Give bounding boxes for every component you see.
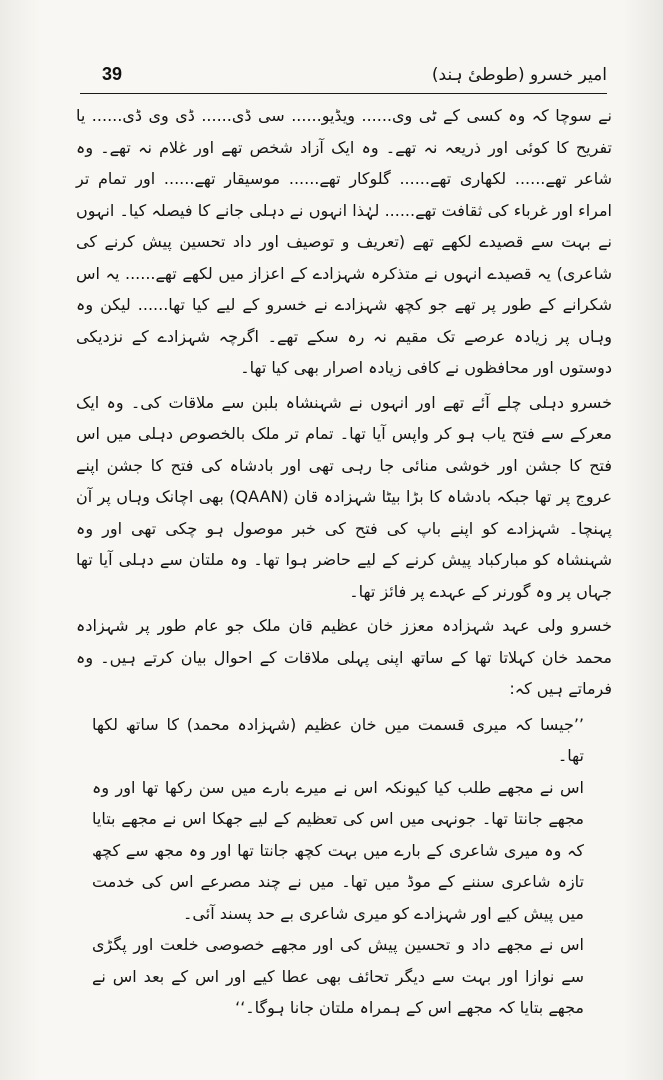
header-rule (80, 93, 607, 94)
quote-line-3: اس نے مجھے داد و تحسین پیش کی اور مجھے خصوصی خلعت اور پگڑی سے نوازا اور بہت سے دیگر تحائف بھی عطا کیے اور اس کے بعد اس نے مجھے بتایا کہ مجھے اس کے ہمراہ ملتان جانا ہوگا۔‘‘ (92, 935, 584, 1017)
page-number: 39 (102, 64, 123, 84)
quotation-block (76, 709, 612, 1024)
paragraph-1: نے سوچا کہ وہ کسی کے ٹی وی...... ویڈیو...... سی ڈی...... ڈی وی ڈی...... یا تفریح کا کوئی اور ذریعہ نہ تھے۔ وہ ایک آزاد شخص تھے اور غلام نہ تھے۔ وہ شاعر تھے...... لکھاری تھے...... گلوکار تھے...... موسیقار تھے...... اور تمام تر امراء اور غرباء کی ثقافت تھے...... لہٰذا انہوں نے دہلی جانے کا فیصلہ کیا۔ انہوں نے بہت سے قصیدے لکھے تھے (تعریف و توصیف اور داد تحسین پیش کرنے کی شاعری) یہ قصیدے انہوں نے متذکرہ شہزادے کے اعزاز میں لکھے تھے...... یہ اس شکرانے کے طور پر تھے جو کچھ شہزادے نے خسرو کے لیے کیا تھا...... لیکن وہ وہاں پر زیادہ عرصے تک مقیم نہ رہ سکے تھے۔ اگرچہ شہزادے کے نزدیکی دوستوں اور محافظوں نے کافی زیادہ اصرار بھی کیا تھا۔ (76, 106, 612, 377)
page-header (80, 64, 607, 92)
page-body (76, 100, 612, 1024)
quote-line-2: اس نے مجھے طلب کیا کیونکہ اس نے میرے بارے میں سن رکھا تھا اور وہ مجھے جانتا تھا۔ جونہی میں اس کی تعظیم کے لیے جھکا اس نے مجھے بتایا کہ وہ میری شاعری کے بارے میں بہت کچھ جانتا تھا اور وہ مجھ سے کچھ تازہ شاعری سننے کے موڈ میں تھا۔ میں نے چند مصرعے اس کی خدمت میں پیش کیے اور شہزادے کو میری شاعری بے حد پسند آئی۔ (92, 777, 584, 923)
running-title: امیر خسرو (طوطیٔ ہند) (431, 65, 607, 85)
quote-line-1: ’’جیسا کہ میری قسمت میں خان عظیم (شہزادہ محمد) کا ساتھ لکھا تھا۔ (92, 714, 584, 765)
paragraph-3: خسرو ولی عہد شہزادہ معزز خان عظیم قان ملک جو عام طور پر شہزادہ محمد خان کہلاتا تھا کے ساتھ اپنی پہلی ملاقات کے احوال بیان کرتے ہیں۔ وہ فرماتے ہیں کہ: (76, 616, 612, 698)
paragraph-2: خسرو دہلی چلے آئے تھے اور انہوں نے شہنشاہ بلبن سے ملاقات کی۔ وہ ایک معرکے سے فتح یاب ہو کر واپس آیا تھا۔ تمام تر ملک بالخصوص دہلی میں اس فتح کا جشن اور خوشی منائی جا رہی تھی اور بادشاہ کی فتح کا جشن اپنے عروج پر تھا جبکہ بادشاہ کا بڑا بیٹا شہزادہ قان (QAAN) بھی اچانک وہاں پر آن پہنچا۔ شہزادے کو اپنے باپ کی فتح کی خبر موصول ہو چکی تھی اور وہ شہنشاہ کو مبارکباد پیش کرنے کے لیے حاضر ہوا تھا۔ وہ ملتان سے دہلی آیا تھا جہاں پر وہ گورنر کے عہدے پر فائز تھا۔ (76, 392, 612, 601)
